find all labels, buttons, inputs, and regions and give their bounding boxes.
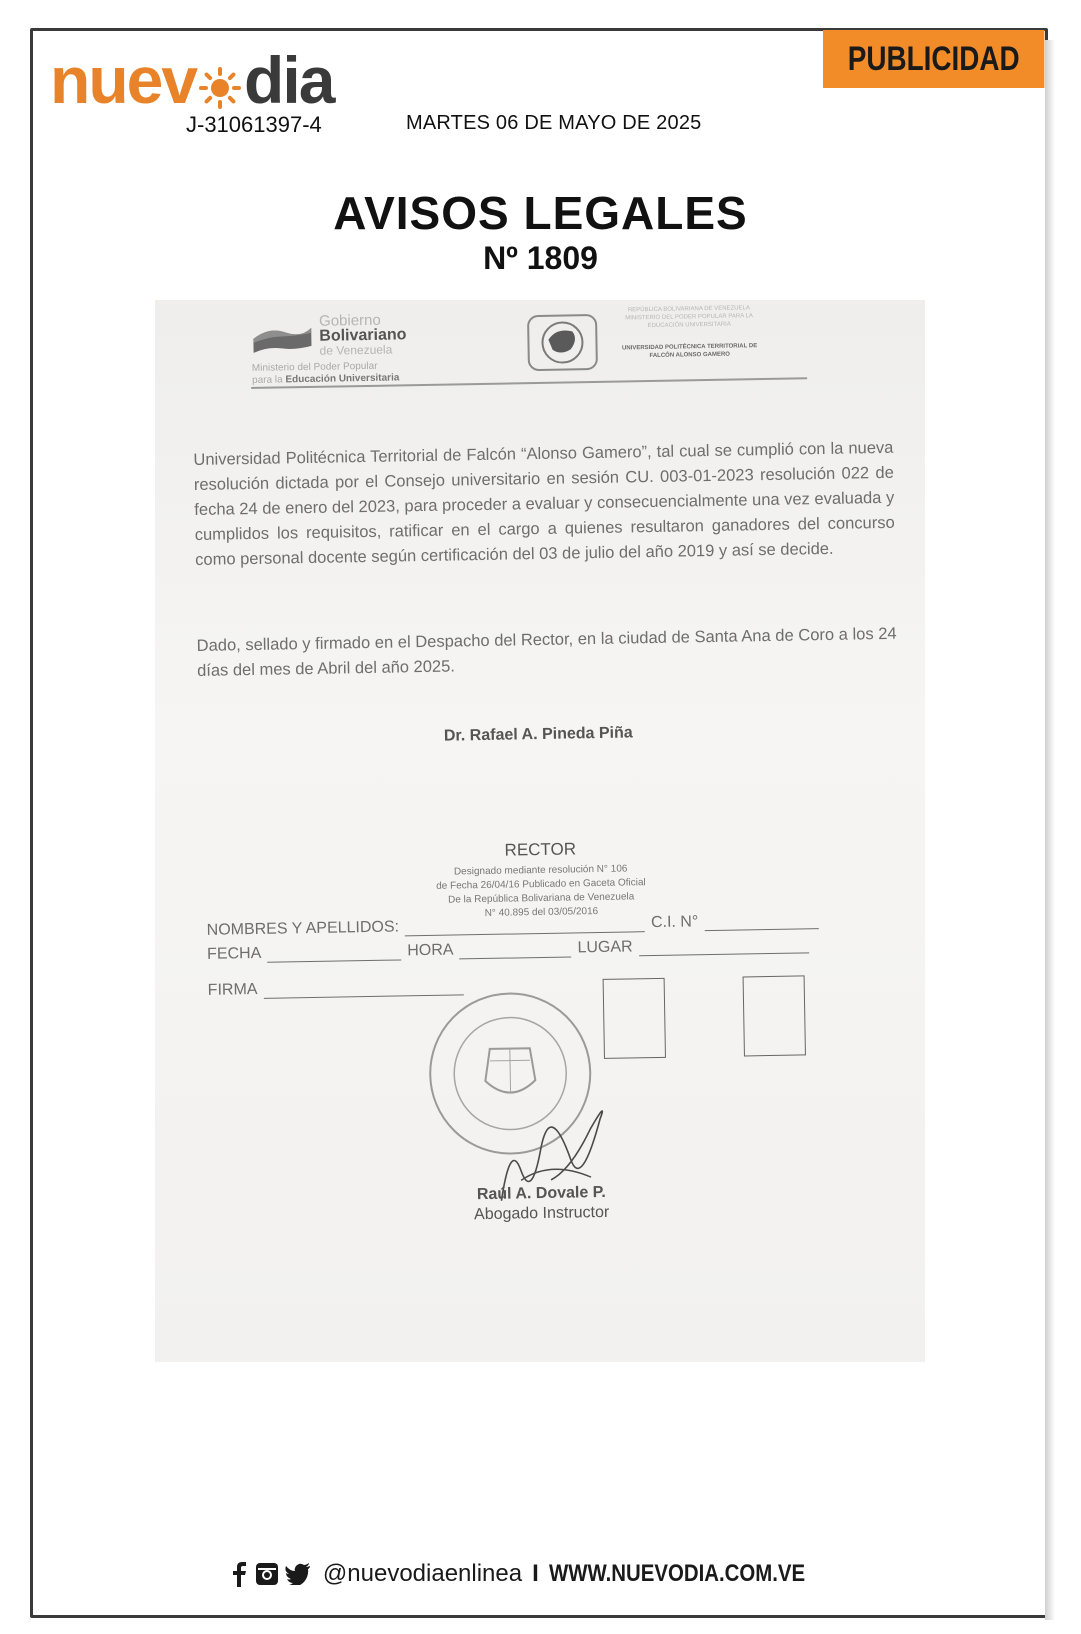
website-link[interactable]: WWW.NUEVODIA.COM.VE bbox=[548, 1560, 805, 1587]
logo-text-part1: nuev bbox=[50, 43, 197, 117]
notice-paragraph-1: Universidad Politécnica Territorial de Falcón “Alonso Gamero”, tal cual se cumplió con la nueva resolución dictada por el Consejo universitario en sesión CU. 003-01-2023 resolución 022 de fecha 24 de enero del 2023, para proceder a evaluar y consecuencialmente una vez evaluada y cumplidos los requisitos, ratificar en el cargo a quienes resultaron ganadores del concurso como personal docente según certificación del 03 de julio del año 2019 y así se decide. bbox=[193, 438, 895, 569]
university-header-top: REPÚBLICA BOLIVARIANA DE VENEZUELA MINISTERIO DEL PODER POPULAR PARA LA EDUCACIÓN UNIVERSITARIA bbox=[625, 305, 753, 330]
designation-line1: Designado mediante resolución N° 106 bbox=[453, 863, 628, 878]
lugar-label: LUGAR bbox=[577, 938, 633, 957]
sun-icon bbox=[198, 66, 242, 110]
ci-label: C.I. N° bbox=[650, 913, 699, 932]
fingerprint-box-right bbox=[743, 975, 806, 1056]
names-label: NOMBRES Y APELLIDOS: bbox=[206, 918, 400, 939]
designation-line3: De la República Bolivariana de Venezuela bbox=[447, 891, 635, 906]
firma-label: FIRMA bbox=[207, 980, 258, 999]
instructor-role: Abogado Instructor bbox=[473, 1203, 610, 1224]
legal-notice-document bbox=[155, 300, 925, 1362]
ci-blank bbox=[704, 914, 818, 931]
ministry-line2-bold: Educación Universitaria bbox=[285, 372, 400, 386]
frame-shadow bbox=[1045, 40, 1055, 1620]
notice-paragraph-2: Dado, sellado y firmado en el Despacho del Rector, en la ciudad de Santa Ana de Coro a los 24 días del mes de Abril del año 2025. bbox=[196, 624, 897, 680]
fecha-blank bbox=[267, 945, 401, 962]
rif-number: J-31061397-4 bbox=[186, 112, 322, 137]
instagram-icon[interactable] bbox=[255, 1562, 279, 1586]
rector-title: RECTOR bbox=[504, 839, 577, 860]
flag-icon bbox=[251, 319, 314, 354]
logo-text-part2: dia bbox=[244, 43, 334, 117]
newspaper-logo bbox=[50, 43, 334, 118]
university-header-name: UNIVERSIDAD POLITÉCNICA TERRITORIAL DE FALCÓN ALONSO GAMERO bbox=[621, 343, 758, 360]
publication-date: MARTES 06 DE MAYO DE 2025 bbox=[406, 112, 702, 134]
gov-logo bbox=[251, 312, 407, 360]
gov-logo-text bbox=[319, 312, 407, 359]
rector-name: Dr. Rafael A. Pineda Piña bbox=[443, 724, 633, 745]
section-title: AVISOS LEGALES bbox=[333, 187, 748, 239]
facebook-icon[interactable] bbox=[231, 1561, 247, 1587]
footer bbox=[0, 1560, 1081, 1588]
gov-line1: Gobierno bbox=[318, 311, 381, 330]
publicidad-tag: PUBLICIDAD bbox=[823, 30, 1044, 88]
university-header bbox=[614, 304, 765, 361]
designation-line4: N° 40.895 del 03/05/2016 bbox=[484, 905, 599, 919]
ministry-name bbox=[252, 360, 400, 387]
names-blank bbox=[405, 917, 645, 936]
university-seal-icon bbox=[526, 313, 599, 372]
hora-label: HORA bbox=[407, 941, 454, 960]
section-number: Nº 1809 bbox=[483, 240, 598, 276]
hora-blank bbox=[459, 942, 571, 959]
fecha-label: FECHA bbox=[206, 944, 262, 963]
instructor-name: Raúl A. Dovale P. bbox=[476, 1183, 606, 1204]
designation-line2: de Fecha 26/04/16 Publicado en Gaceta Oficial bbox=[436, 877, 646, 892]
form-row-fecha bbox=[207, 935, 815, 964]
footer-separator: I bbox=[532, 1560, 539, 1587]
twitter-icon[interactable] bbox=[285, 1563, 311, 1585]
lugar-blank bbox=[639, 938, 809, 956]
ministry-line2-prefix: para la bbox=[251, 374, 286, 386]
fingerprint-box-left bbox=[603, 978, 666, 1059]
document-content bbox=[155, 300, 925, 1362]
ministry-line1: Ministerio del Poder Popular bbox=[251, 360, 378, 374]
social-handle[interactable]: @nuevodiaenlinea bbox=[322, 1560, 523, 1587]
gov-line2: Bolivariano bbox=[319, 326, 407, 345]
gov-line3: de Venezuela bbox=[319, 342, 393, 358]
